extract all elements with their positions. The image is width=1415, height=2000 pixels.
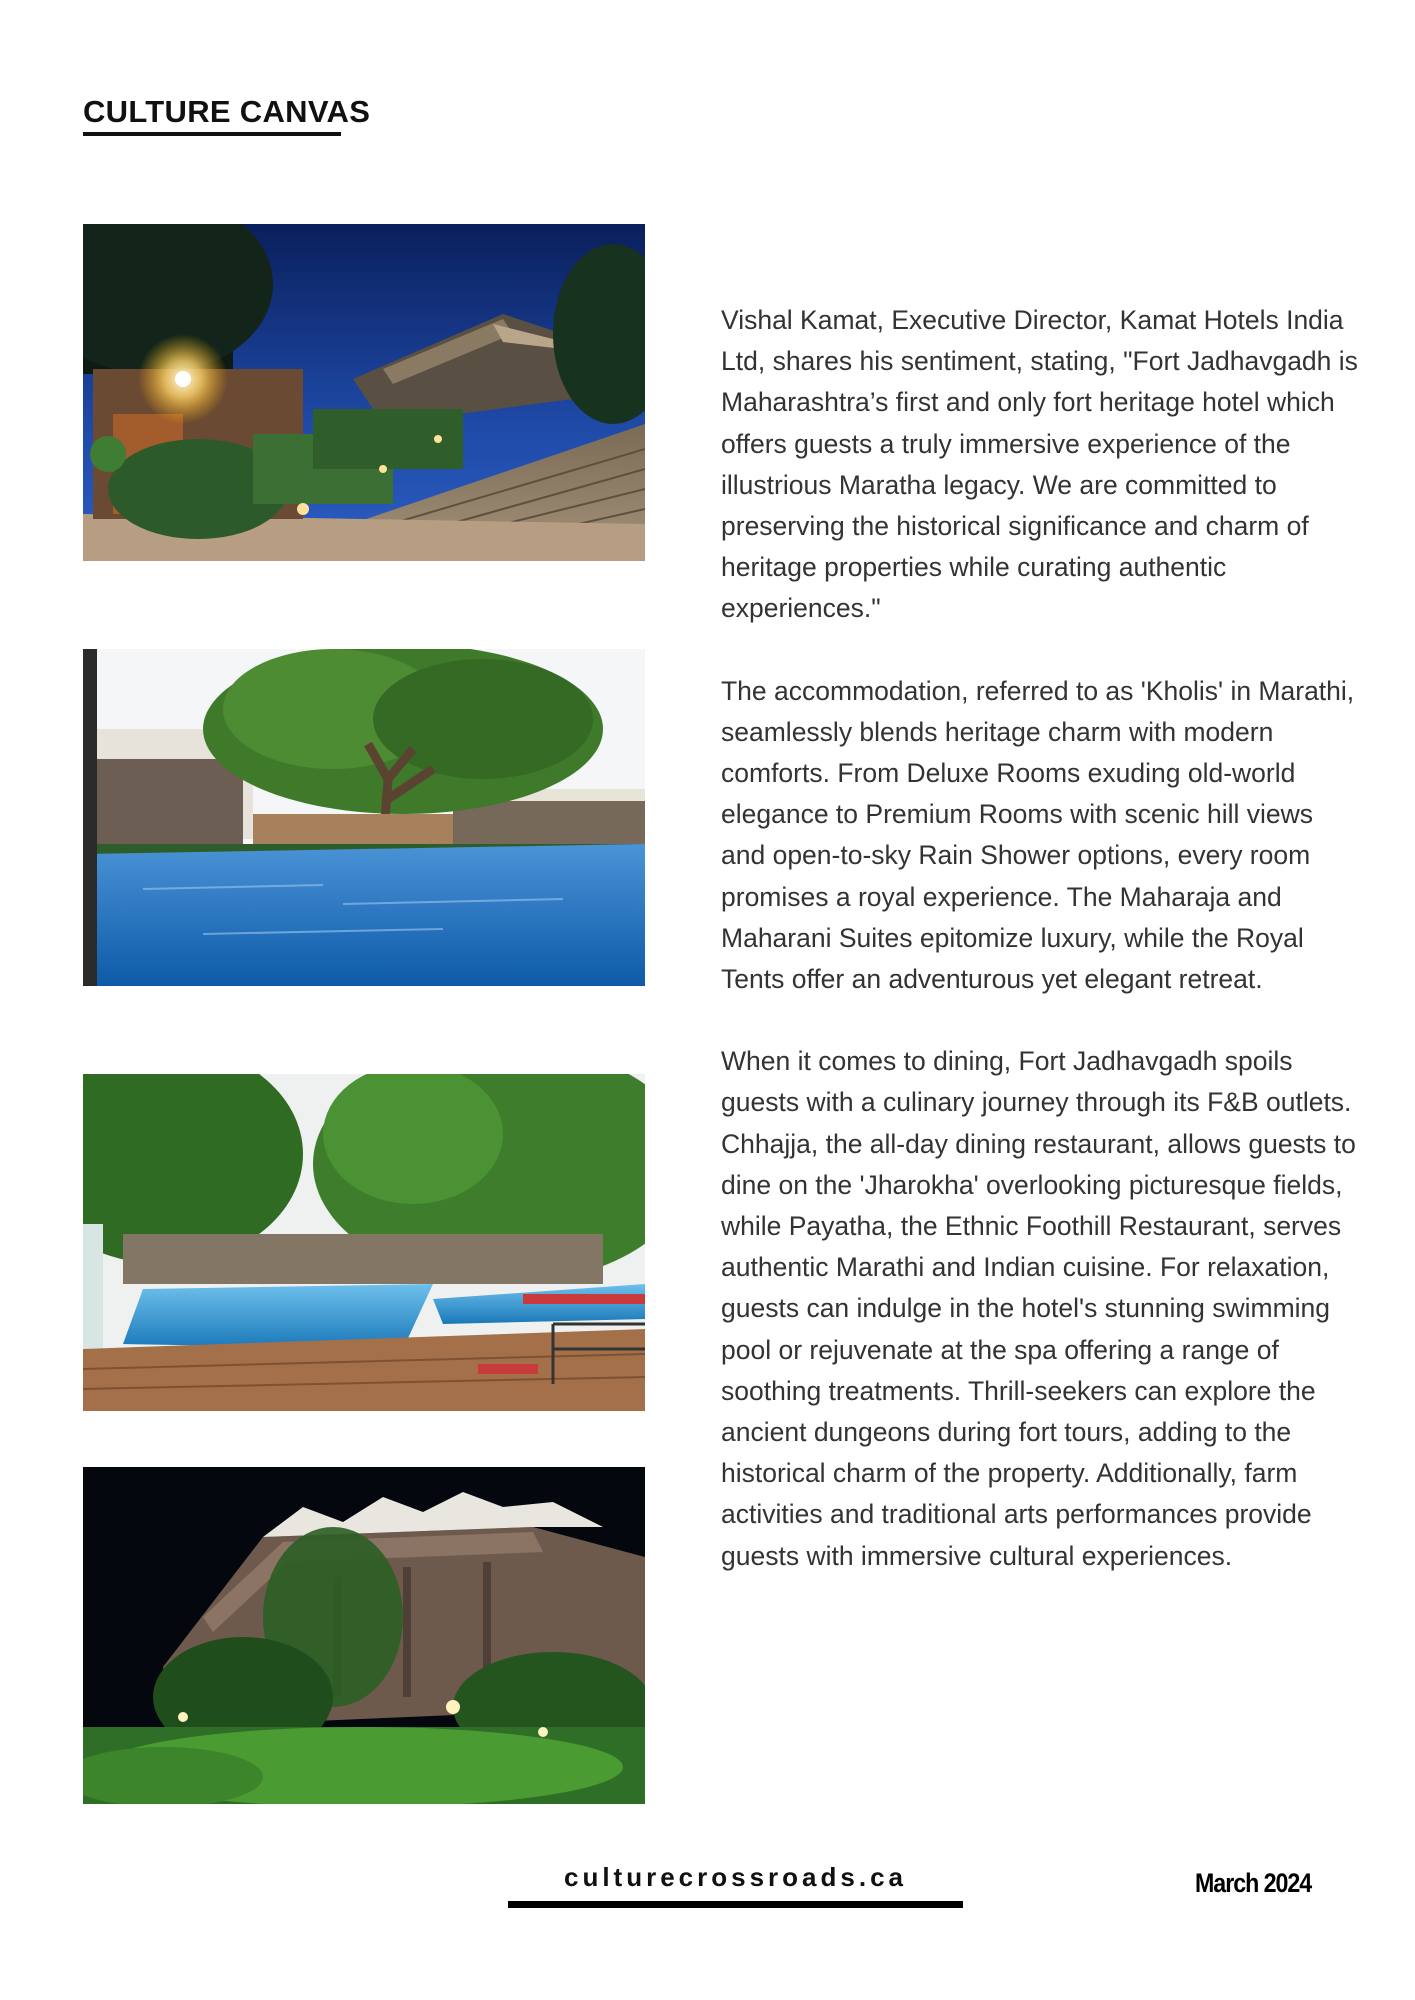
website-link[interactable]: culturecrossroads.ca (563, 1862, 907, 1892)
article-body (721, 300, 1361, 1618)
article-paragraph: Vishal Kamat, Executive Director, Kamat Hotels India Ltd, shares his sentiment, stating, "Fort Jadhavgadh is Maharashtra’s first and only fort heritage hotel which offers guests a truly immersive experience of the illustrious Maratha legacy. We are committed to preserving the historical significance and charm of heritage properties while curating authentic experiences." (721, 305, 1358, 624)
section-label-underline (83, 132, 341, 136)
fort-facade-night-photo (83, 1467, 645, 1804)
website-underline (508, 1901, 963, 1908)
article-paragraph: When it comes to dining, Fort Jadhavgadh spoils guests with a culinary journey through its F&B outlets. Chhajja, the all-day dining restaurant, allows guests to dine on the 'Jharokha' overlooking picturesque fields, while Payatha, the Ethnic Foothill Restaurant, serves authentic Marathi and Indian cuisine. For relaxation, guests can indulge in the hotel's stunning swimming pool or rejuvenate at the spa offering a range of soothing treatments. Thrill-seekers can explore the ancient dungeons during fort tours, adding to the historical charm of the property. Additionally, farm activities and traditional arts performances provide guests with immersive cultural experiences. (721, 1046, 1356, 1571)
section-label: CULTURE CANVAS (83, 94, 371, 129)
issue-date: March 2024 (1195, 1868, 1312, 1898)
pool-deck-trees-photo (83, 1074, 645, 1411)
article-paragraph: The accommodation, referred to as 'Kholis' in Marathi, seamlessly blends heritage charm with modern comforts. From Deluxe Rooms exuding old-world elegance to Premium Rooms with scenic hill views and open-to-sky Rain Shower options, every room promises a royal experience. The Maharaja and Maharani Suites epitomize luxury, while the Royal Tents offer an adventurous yet elegant retreat. (721, 675, 1355, 995)
pool-banyan-tree-photo (83, 649, 645, 986)
fort-stairs-night-photo (83, 224, 645, 561)
